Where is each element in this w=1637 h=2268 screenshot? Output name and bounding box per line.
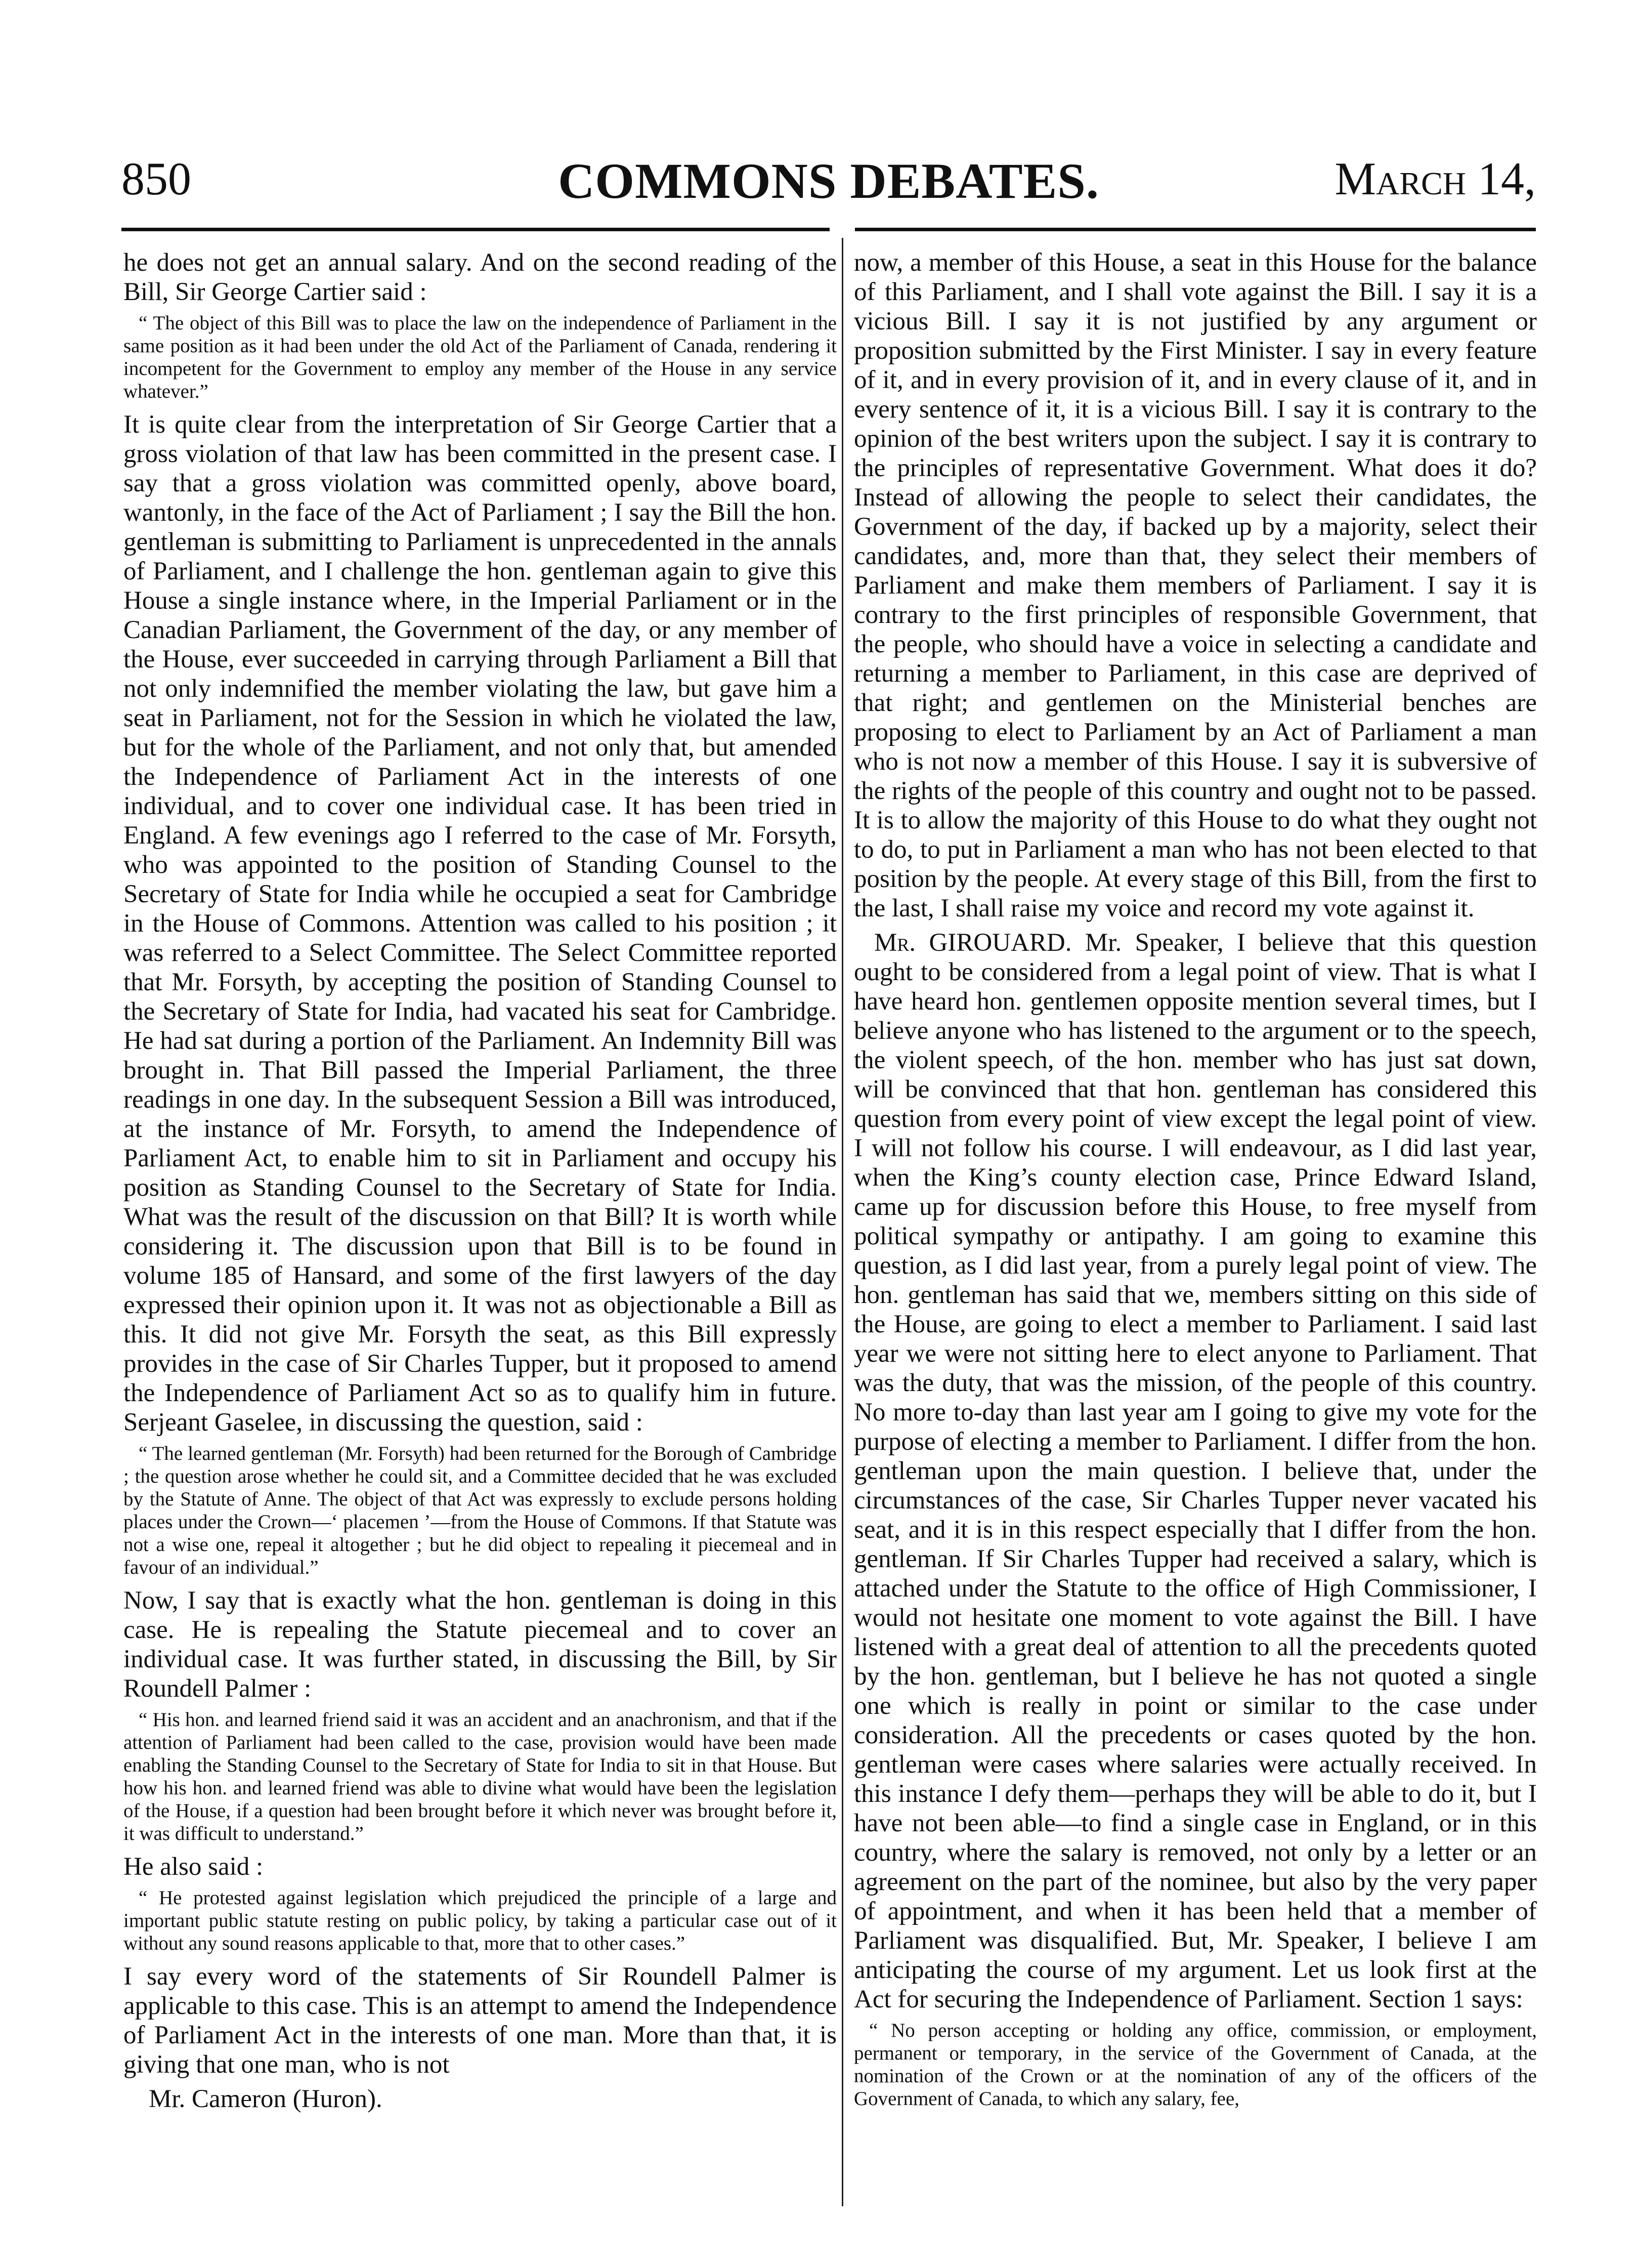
page-date: March 14,	[1334, 153, 1536, 204]
left-paragraph-5: I say every word of the statements of Sir Roundell Palmer is applicable to this case. This is an attempt to amend the Independence of Parliament Act in the interests of one man. More than that, it is giving that one man, who is not	[123, 1962, 837, 2079]
speaker-name: Mr. GIROUARD.	[874, 929, 1072, 957]
left-quote-3: “ His hon. and learned friend said it was an accident and an anachronism, and that if the attention of Parliament had been called to the case, provision would have been made enabling the Standing Counsel to the Secretary of State for India to sit in that House. But how his hon. and learned friend was able to divine what would have been the legislation of the House, if a question had been brought before it which never was brought before it, it was difficult to understand.”	[123, 1709, 837, 1844]
left-paragraph-2: It is quite clear from the interpretation of Sir George Cartier that a gross violation of that law has been committed in the present case. I say that a gross violation was committed openly, above board, wantonly, in the face of the Act of Parliament ; I say the Bill the hon. gentleman is submitting to Parliament is unprecedented in the annals of Parliament, and I challenge the hon. gentleman again to give this House a single instance where, in the Imperial Parliament or in the Canadian Parliament, the Government of the day, or any member of the House, ever succeeded in carrying through Parliament a Bill that not only indemnified the member violating the law, but gave him a seat in Parliament, not for the Session in which he violated the law, but for the whole of the Parliament, and not only that, but amended the Independence of Parliament Act in the interests of one individual, and to cover one individual case. It has been tried in England. A few evenings ago I referred to the case of Mr. Forsyth, who was appointed to the position of Standing Counsel to the Secretary of State for India while he occupied a seat for Cambridge in the House of Commons. Attention was called to his position ; it was referred to a Select Committee. The Select Committee reported that Mr. Forsyth, by accepting the position of Standing Counsel to the Secretary of State for India, had vacated his seat for Cambridge. He had sat during a portion of the Parliament. An Indemnity Bill was brought in. That Bill passed the Imperial Parliament, the three readings in one day. In the subsequent Session a Bill was introduced, at the instance of Mr. Forsyth, to amend the Independence of Parliament Act, to enable him to sit in Parliament and occupy his position as Standing Counsel to the Secretary of State for India. What was the result of the discussion on that Bill? It is worth while considering it. The discussion upon that Bill is to be found in volume 185 of Hansard, and some of the first lawyers of the day expressed their opinion upon it. It was not as objectionable a Bill as this. It did not give Mr. Forsyth the seat, as this Bill expressly provides in the case of Sir Charles Tupper, but it proposed to amend the Independence of Parliament Act so as to qualify him in future. Serjeant Gaselee, in discussing the question, said :	[123, 410, 837, 1437]
right-paragraph-1: now, a member of this House, a seat in this House for the balance of this Parliament, and I shall vote against the Bill. I say it is a vicious Bill. I say it is not justified by any argument or proposition submitted by the First Minister. I say in every feature of it, and in every provision of it, and in every clause of it, and in every sentence of it, it is a vicious Bill. I say it is contrary to the opinion of the best writers upon the subject. I say it is contrary to the principles of representative Government. What does it do? Instead of allowing the people to select their candidates, the Government of the day, if backed up by a majority, select their candidates, and, more than that, they select their members of Parliament and make them members of Parliament. I say it is contrary to the first principles of responsible Government, that the people, who should have a voice in selecting a candidate and returning a member to Parliament, in this case are deprived of that right; and gentlemen on the Ministerial benches are proposing to elect to Parliament by an Act of Parliament a man who is not now a member of this House. I say it is subversive of the rights of the people of this country and ought not to be passed. It is to allow the majority of this House to do what they ought not to do, to put in Parliament a man who has not been elected to that position by the people. At every stage of this Bill, from the first to the last, I shall raise my voice and record my vote against it.	[854, 248, 1537, 922]
left-quote-1: “ The object of this Bill was to place the law on the independence of Parliament in the same position as it had been under the old Act of the Parliament of Canada, rendering it incompetent for the Government to employ any member of the House in any service whatever.”	[123, 312, 837, 402]
page-header	[121, 152, 1536, 223]
header-rule-left	[121, 228, 830, 231]
left-quote-2: “ The learned gentleman (Mr. Forsyth) had been returned for the Borough of Cambridge ; the question arose whether he could sit, and a Committee decided that he was excluded by the Statute of Anne. The object of that Act was expressly to exclude persons holding places under the Crown—‘ placemen ’—from the House of Commons. If that Statute was not a wise one, repeal it altogether ; but he did object to repealing it piecemeal and in favour of an individual.”	[123, 1443, 837, 1578]
speaker-footer: Mr. Cameron (Huron).	[149, 2085, 382, 2113]
left-paragraph-1: he does not get an annual salary. And on the second reading of the Bill, Sir George Cartier said :	[123, 248, 837, 306]
left-quote-4: “ He protested against legislation which prejudiced the principle of a large and important public statute resting on public policy, by taking a particular case out of it without any sound reasons applicable to that, more that to other cases.”	[123, 1887, 837, 1954]
left-paragraph-4: He also said :	[123, 1853, 264, 1881]
right-quote-1: “ No person accepting or holding any office, commission, or employment, permanent or temporary, in the service of the Government of Canada, at the nomination of the Crown or at the nomination of any of the officers of the Government of Canada, to which any salary, fee,	[854, 2020, 1537, 2110]
page-title: COMMONS DEBATES.	[558, 153, 1099, 209]
right-paragraph-2	[854, 928, 1537, 2014]
speaker-text: Mr. Speaker, I believe that this question ought to be considered from a legal point of view. That is what I have heard hon. gentlemen opposite mention several times, but I believe anyone who has listened to the argument or to the speech, the violent speech, of the hon. member who has just sat down, will be convinced that that hon. gentleman has considered this question from every point of view except the legal point of view. I will not follow his course. I will endeavour, as I did last year, when the King’s county election case, Prince Edward Island, came up for discussion before this House, to free myself from political sympathy or antipathy. I am going to examine this question, as I did last year, from a purely legal point of view. The hon. gentleman has said that we, members sitting on this side of the House, are going to elect a member to Parliament. I said last year we were not sitting here to elect anyone to Parliament. That was the duty, that was the mission, of the people of this country. No more to-day than last year am I going to give my vote for the purpose of electing a member to Parliament. I differ from the hon. gentleman upon the main question. I believe that, under the circumstances of the case, Sir Charles Tupper never vacated his seat, and it is in this respect especially that I differ from the hon. gentleman. If Sir Charles Tupper had received a salary, which is attached under the Statute to the office of High Commissioner, I would not hesitate one moment to vote against the Bill. I have listened with a great deal of attention to all the precedents quoted by the hon. gentleman, but I believe he has not quoted a single one which is really in point or similar to the case under consideration. All the precedents or cases quoted by the hon. gentleman were cases where salaries were actually received. In this instance I defy them—perhaps they will be able to do it, but I have not been able—to find a single case in England, or in this country, where the salary is removed, not only by a letter or an agreement on the part of the nominee, but also by the very paper of appointment, and when it has been held that a member of Parliament was disqualified. But, Mr. Speaker, I believe I am anticipating the course of my argument. Let us look first at the Act for securing the Independence of Parliament. Section 1 says:	[854, 929, 1537, 2013]
left-column	[123, 248, 837, 2206]
column-divider	[842, 238, 843, 2206]
page-number: 850	[121, 153, 191, 204]
header-rule-right	[855, 228, 1536, 231]
right-column	[854, 248, 1537, 2206]
left-paragraph-3: Now, I say that is exactly what the hon. gentleman is doing in this case. He is repealing the Statute piecemeal and to cover an individual case. It was further stated, in discussing the Bill, by Sir Roundell Palmer :	[123, 1586, 837, 1703]
